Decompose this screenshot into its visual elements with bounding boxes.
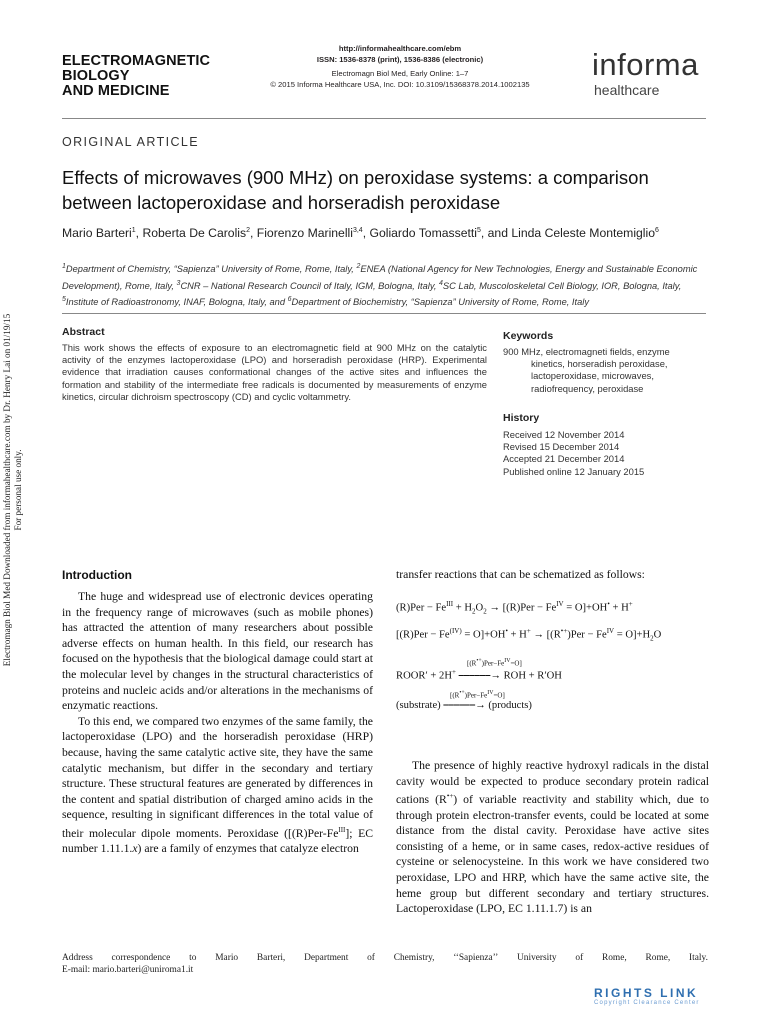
- brand-name: informa: [592, 47, 699, 82]
- author[interactable]: Fiorenzo Marinelli$^{3,4}$: [256, 226, 363, 240]
- watermark-line-1: Electromagn Biol Med Downloaded from informahealthcare.com by Dr. Henry Lai on 01/19/15: [2, 313, 12, 667]
- journal-title-line: ELECTROMAGNETIC: [62, 53, 211, 69]
- body-column-right-lead: transfer reactions that can be schematized as follows:: [396, 568, 645, 581]
- equation-3: ROOR′ + 2H+ ⎯⎯⎯⎯⎯⎯→ ROH + R′OH: [396, 668, 562, 682]
- history-item: Revised 15 December 2014: [503, 441, 620, 453]
- history-list: [503, 429, 703, 478]
- intro-paragraph-1: The huge and widespread use of electronic devices operating in the frequency range of microwaves (such as mobile phones) has attracted the attention of many researchers about possible adverse effects on human health. In this field, our research has focused on the hypothesis that the biological damage could start at the molecular level by changes in the structural characteristics of proteins and nucleic acids and/or alterations in the mechanisms of enzymatic reactions.: [62, 590, 373, 713]
- equation-2: $[(R)Per - Fe^{(IV)} = O]+OH^• + H^+ \to [(R^{•+})Per - Fe^{IV} = O]+H_2O$: [396, 627, 662, 643]
- journal-info: [230, 43, 570, 90]
- download-watermark: [2, 300, 28, 680]
- history-item: Received 12 November 2014: [503, 429, 625, 440]
- issn: ISSN: 1536-8378 (print), 1536-8386 (electronic): [316, 55, 484, 64]
- history-item: Published online 12 January 2015: [503, 465, 645, 477]
- intro-paragraph-3: The presence of highly reactive hydroxyl radicals in the distal cavity would be expected to produce secondary protein radical cations (R•+) of variable reactivity and stability which, due to through protein electron-transfer events, could be located at some distance from the distal cavity. Peroxidase have active sites consisting of a heme, or in same cases, redox-active residues of cysteine or selenocysteine. In this work we have considered two peroxidase, LPO and HRP, which have the same active site, the heme group but different secondary and tertiary structures. Lactoperoxidase (LPO, EC 1.11.1.7) is an: [396, 759, 709, 916]
- author[interactable]: Goliardo Tomassetti$^5$: [369, 226, 481, 240]
- article-title: Effects of microwaves (900 MHz) on peroxidase systems: a comparison between lactoperoxidase and horseradish peroxidase: [62, 167, 649, 213]
- brand-sub: healthcare: [594, 82, 660, 98]
- article-type: ORIGINAL ARTICLE: [62, 135, 200, 149]
- abstract-text: This work shows the effects of exposure to an electromagnetic field at 900 MHz on the catalytic activity of the enzymes lactoperoxidase (LPO) and horseradish peroxidase (HRP). Experimental evidence that irradiation causes conformational changes of the active sites and influences the formation and stability of the intermediate free radicals is documented by measurements of enzyme kinetics, circular dichroism spectroscopy (CD) and cyclic voltammetry.: [62, 342, 487, 402]
- copyright: © 2015 Informa Healthcare USA, Inc. DOI: 10.3109/15368378.2014.1002135: [270, 80, 530, 89]
- body-column-right: [396, 758, 709, 917]
- citation: Electromagn Biol Med, Early Online: 1–7: [331, 69, 469, 78]
- equation-4-catalyst: $[(R^{•+})Per-Fe^{IV}=O]$: [450, 690, 505, 700]
- history-item: Accepted 21 December 2014: [503, 453, 625, 465]
- author-list: Mario Barteri$^1$, Roberta De Carolis$^2$, Fiorenzo Marinelli$^{3,4}$, Goliardo Tomassetti$^5$, and Linda Celeste Montemiglio$^6$: [62, 226, 659, 240]
- author[interactable]: Linda Celeste Montemiglio$^6$: [511, 226, 659, 240]
- equation-1: $(R)Per - Fe^{III} + H_2O_2 \to [(R)Per - Fe^{IV} = O]+OH^• + H^+$: [396, 600, 633, 616]
- keyword-line: kinetics, horseradish peroxidase,: [531, 358, 668, 370]
- keyword-line: 900 MHz, electromagneti fields, enzyme: [503, 346, 670, 357]
- rightslink-text: RIGHTS LINK: [594, 986, 699, 1000]
- header-divider: [62, 118, 706, 119]
- journal-title-line: AND MEDICINE: [62, 83, 170, 99]
- meta-divider: [62, 313, 706, 314]
- intro-paragraph-2: To this end, we compared two enzymes of the same family, the lactoperoxidase (LPO) and the horseradish peroxidase (HRP) because, having the same catalytic active site, they have the same catalytic mechanism, but differ in the secondary and tertiary structure. These structural features are generated by differences in the content and spatial distribution of charged amino acids in the sequence, resulting in significant differences in the total value of their molecular dipole moments. Peroxidase ($[(R)Per-Fe^{III}]$; EC number 1.11.1.x) are a family of enzymes that catalyze electron: [62, 714, 374, 856]
- rightslink-logo[interactable]: [594, 986, 700, 1006]
- keyword-line: lactoperoxidase, microwaves,: [531, 370, 654, 382]
- keywords-heading: Keywords: [503, 330, 554, 342]
- publisher-logo: [592, 49, 699, 99]
- watermark-line-2: For personal use only.: [13, 449, 23, 531]
- correspondence-address: Address correspondence to Mario Barteri, Department of Chemistry, ‘‘Sapienza’’ University of Rome, Rome, Italy.: [62, 953, 708, 963]
- rightslink-subtext: Copyright Clearance Center: [594, 1000, 700, 1006]
- correspondence-footer: [62, 952, 708, 976]
- author[interactable]: Roberta De Carolis$^2$: [142, 226, 250, 240]
- journal-title-line: BIOLOGY: [62, 68, 130, 84]
- journal-title: [62, 54, 210, 99]
- introduction-heading: Introduction: [62, 568, 132, 582]
- author[interactable]: Mario Barteri$^1$: [62, 226, 136, 240]
- body-column-left: [62, 589, 373, 857]
- correspondence-email[interactable]: E-mail: mario.barteri@uniroma1.it: [62, 965, 194, 975]
- keywords-list: [503, 346, 703, 395]
- journal-url[interactable]: http://informahealthcare.com/ebm: [338, 44, 462, 53]
- history-heading: History: [503, 412, 540, 424]
- equation-4: (substrate) ⎯⎯⎯⎯⎯⎯→ (products): [396, 700, 532, 711]
- affiliations: $^1$Department of Chemistry, “Sapienza” University of Rome, Rome, Italy, $^2$ENEA (National Agency for New Technologies, Energy and Sustainable Economic Development), Rome, Italy, $^3$CNR – National Research Council of Italy, IGM, Bologna, Italy, $^4$SC Lab, Muscoloskeletal Cell Biology, IOR, Bologna, Italy, $^5$Institute of Radioastronomy, INAF, Bologna, Italy, and $^6$Department of Biochemistry, “Sapienza” University of Rome, Rome, Italy: [62, 263, 698, 308]
- keyword-line: radiofrequency, peroxidase: [531, 382, 644, 394]
- equation-3-catalyst: $[(R^{•+})Per-Fe^{IV}=O]$: [467, 658, 522, 668]
- abstract-heading: Abstract: [62, 326, 105, 338]
